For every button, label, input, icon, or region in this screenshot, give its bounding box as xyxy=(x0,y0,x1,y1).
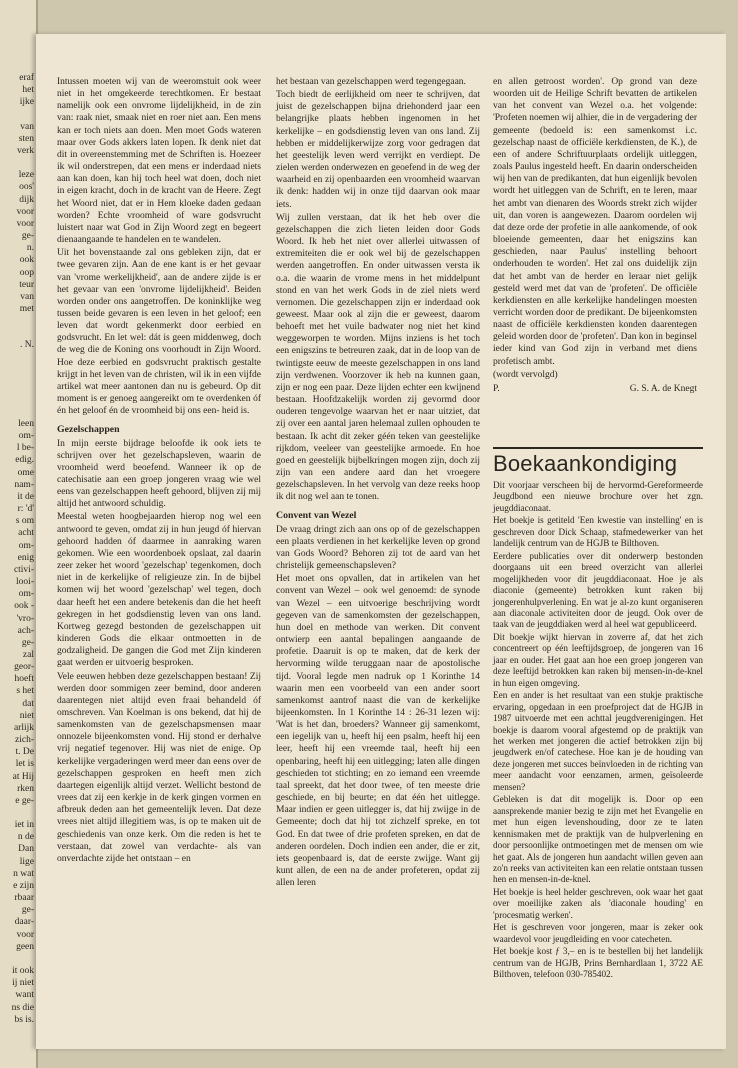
fragment-line: bs is. xyxy=(14,1014,34,1025)
fragment-line: iet in xyxy=(14,820,34,831)
fragment-line: voor xyxy=(16,218,34,229)
fragment-line: l be- xyxy=(16,443,34,454)
fragment-line: ns die xyxy=(11,1002,34,1013)
fragment-line: zich- xyxy=(15,735,34,746)
paragraph: Meestal weten hoogbejaarden hierop nog wel een antwoord te geven, omdat zij in hun jeugd óf hiervan gehoord hadden óf daarmee in aanraking waren gekomen. Wie een woordenboek opslaat, zal daarin zeer zeker het woord 'gezelschap' tegenkomen, doch niet in de kerkelijke of religieuze zin. In de bijbel komen wij het woord 'gezelschap' wel tegen, doch daar heeft het een andere betekenis dan die het heeft gekregen in het godsdienstig leven van ons land. Kortweg gezegd bestonden de gezelschappen uit kinderen Gods die elkaar ontmoetten in de godzaligheid. De gangen die God met Zijn kinderen gaat werden er uitvoerig besproken. xyxy=(57,512,261,669)
section-heading-gezelschappen: Gezelschappen xyxy=(57,424,120,436)
paragraph: Het boekje is getiteld 'Een kwestie van instelling' en is geschreven door Dick Schaap, stafmedewerker van het landelijk centrum van de HGJB te Bilthoven. xyxy=(493,515,703,549)
fragment-line: s om xyxy=(15,516,34,527)
fragment-line: it ook xyxy=(12,966,34,977)
fragment-line: nam- xyxy=(14,479,34,490)
fragment-line: om- xyxy=(18,431,34,442)
fragment-line: daar- xyxy=(14,917,34,928)
book-announcement xyxy=(493,447,703,981)
fragment-line xyxy=(0,315,36,327)
fragment-line: ge- xyxy=(21,231,34,242)
paragraph: Het boekje is heel helder geschreven, ook waar het gaat over moeilijke zaken als 'diaconale houding' en 'procesmatig werken'. xyxy=(493,886,703,920)
fragment-line: n wat xyxy=(13,868,34,879)
fragment-line: Dan xyxy=(18,844,34,855)
fragment-line: s het xyxy=(16,686,34,697)
paragraph: Toch biedt de eerlijkheid om neer te schrijven, dat juist de gezelschappen bijna driehonderd jaar een belangrijke plaats hebben ingenomen in het kerkelijke – en godsdienstig leven van ons land. Zij hebben er middelijkerwijze zorg voor gedragen dat het geestelijk leven werd verrijkt en verdiept. De zielen werden onderwezen en geoefend in de weg der waarheid en zij openbaarden een vroomheid waarvan ik denk: hadden wij in onze tijd daarvan ook maar iets. xyxy=(276,90,480,210)
paragraph: Intussen moeten wij van de weeromstuit ook weer niet in het omgekeerde terechtkomen. Er bestaat namelijk ook een onvrome lijdelijkheid, in de zin van: raak niet, smaak niet en roer niet aan. Een mens kan er toch niets aan doen. Men moet Gods wateren maar over Gods akkers laten lopen. Ik denk niet dat dit in overeenstemming met de Schriften is. Hoezeer ik wil onderstrepen, dat een mens er inderdaad niets aan kan doen, kan hij toch heel wat doen, doch niet in eigen kracht, doch in de kracht van de Heere. Zegt het Woord niet, dat er in Hem kloeke daden gedaan worden? Echte vroomheid of ware godsvrucht luistert naar wat God in Zijn Woord zegt en begeert dienaangaande te handelen en te wandelen. xyxy=(57,77,261,246)
fragment-line: ijke xyxy=(19,97,34,108)
fragment-line: n de xyxy=(17,832,34,843)
fragment-line: dat xyxy=(22,698,34,709)
fragment-line: ge- xyxy=(21,905,34,916)
fragment-line xyxy=(0,327,36,339)
fragment-line: ach- xyxy=(17,625,34,636)
paragraph: Een en ander is het resultaat van een stukje praktische ervaring, opgedaan in een proefproject dat de HGJB in 1987 uitvoerde met een achttal jeugdverenigingen. Het boekje is daarom vooral afgestemd op de praktijk van het werken met jongeren die actief betrokken zijn bij jeugdwerk en/of catechese. Hoe kan je de houding van deze jongeren met succes beïnvloeden in de richting van meer aandacht voor eenzamen, armen, geïsoleerde mensen? xyxy=(493,690,703,792)
fragment-line: rbaar xyxy=(14,893,34,904)
fragment-line: ook - xyxy=(14,601,34,612)
paragraph: Het boekje kost ƒ 3,– en is te bestellen bij het landelijk centrum van de HGJB, Prins Bernhardlaan 1, 3722 AE Bilthoven, telefoon 030-785402. xyxy=(493,946,703,980)
fragment-line: arlijk xyxy=(13,722,34,733)
fragment-line: ctivi- xyxy=(13,564,34,575)
fragment-line: . N. xyxy=(20,340,34,351)
fragment-line: het xyxy=(22,85,34,96)
fragment-line: want xyxy=(15,990,34,1001)
fragment-line: at Hij xyxy=(12,771,34,782)
fragment-line: leen xyxy=(18,419,34,429)
fragment-line: van xyxy=(20,291,34,302)
paragraph: Het moet ons opvallen, dat in artikelen van het convent van Wezel – ook wel genoemd: de synode van Wezel – een uitvoerige beschrijving wordt gegeven van de samenkomsten der gezelschappen, hun doel en methode van werken. Dit convent ontwierp een aantal bepalingen aangaande de profetie. Daaruit is op te maken, dat de kerk der hervorming wilde teruggaan naar de apostolische tijd. Vooral legde men nadruk op 1 Korinthe 14 waarin men een voorbeeld van een ander soort samenkomst aantrof naast die van de kerkelijke bijeenkomsten. In 1 Korinthe 14 : 26-31 lezen wij: 'Wat is het dan, broeders? Wanneer gij samenkomt, een iegelijk van u, heeft hij een psalm, heeft hij een leer, heeft hij een vreemde taal, heeft hij een openbaring, heeft hij een uitlegging; laten alle dingen geschieden tot stichting; en zo iemand een vreemde taal spreekt, dat het door twee, of ten meeste drie geschiede, en bij beurte; en dat één het uitlegge. Maar indien er geen uitlegger is, dat hij zwijge in de Gemeente; doch dat hij tot zichzelf spreke, en tot God. En dat twee of drie profeten spreken, en dat de anderen oordelen. Doch indien een ander, die er zit, iets geopenbaard is, dat de eerste zwijge. Want gij kunt allen, de een na de ander profeteren, opdat zij allen leren xyxy=(276,574,480,889)
fragment-line: hoeft xyxy=(14,674,34,685)
fragment-line: om- xyxy=(18,540,34,551)
fragment-line xyxy=(0,807,36,819)
paragraph: Vele eeuwen hebben deze gezelschappen bestaan! Zij werden door sommigen zeer bemind, door anderen daarentegen niet altijd even fraai behandeld óf omschreven. Van Koelman is ons bekend, dat hij de samenkomsten van de gezelschapsmensen maar onnozele bijeenkomsten vond. Hij stond er derhalve vrij negatief tegenover. Hij was niet de enige. Op kerkelijke vergaderingen werd meer dan eens over de gezelschappen gesproken en heeft men zich daartegen eigenlijk altijd verzet. Wellicht bestond de vrees dat zij een kerkje in de kerk gingen vormen en afbreuk deden aan het gemeentelijk leven. Dat deze vrees niet altijd illegitiem was, is op te maken uit de geschiedenis van onze kerk. Om die reden is het te verstaan, dat zowel van verdachte- als van onverdachte zijde het ontstaan – en xyxy=(57,671,261,864)
paragraph: Gebleken is dat dit mogelijk is. Door op een aansprekende manier bezig te zijn met het Evangelie en met hun eigen levenshouding, door ze te laten kennismaken met de praktijk van de hulpverlening en door persoonlijke ontmoetingen met de mensen om wie het gaat. Als de jongeren hun aandacht willen geven aan zo'n reeks van activiteiten kan een relatie ontstaan tussen hen en mensen-in-de-knel. xyxy=(493,794,703,885)
paragraph: Uit het bovenstaande zal ons gebleken zijn, dat er twee gevaren zijn. Aan de ene kant is er het gevaar van 'vrome werkelijkheid', aan de andere zijde is er het gevaar van een 'onvrome lijdelijkheid'. Beiden worden onder ons aangetroffen. De koninklijke weg tussen beide gevaren is een leven in het geloof; een leven dat wordt gekenmerkt door eerbied en godsvrucht. En let wel: dát is geen middenweg, doch de weg die de Koning ons voorhoudt in Zijn Woord. Hoe deze eerbied en godsvrucht praktisch gestalte krijgt in het leven van de christen, wil ik in een vijfde artikel wat meer aantonen dan nu is gebeurd. Op dit moment is er genoeg aangereikt om te overdenken óf én het geloof én de vroomheid bij ons een- heid is. xyxy=(57,248,261,417)
fragment-line: eraf xyxy=(19,73,34,83)
fragment-line: dijk xyxy=(19,194,34,205)
fragment-line: acht xyxy=(18,528,34,539)
fragment-line xyxy=(0,108,36,120)
fragment-line: e ge- xyxy=(15,795,34,806)
paragraph: Wij zullen verstaan, dat ik het heb over die gezelschappen die zich lieten leiden door Gods Woord. Ik heb het niet over allerlei uitwassen of extremiteiten die er ook wel bij de gezelschappen werden aangetroffen. En onder uitwassen versta ik o.a. die waarin de vrome mens in het middelpunt stond en van het werk Gods in de ziel niets werd vernomen. Die gezelschappen zijn er inderdaad ook geweest. Maar ook al zijn die er geweest, daarom behoeft met het vuile badwater nog niet het kind weggeworpen te worden. Mijns inziens is het toch een enigszins te betreuren zaak, dat in de loop van de twintigste eeuw de meeste gezelschappen in ons land zijn verdwenen. Voorzover ik heb na kunnen gaan, zijn er nog een paar. Deze lijden echter een kwijnend bestaan. Hoofdzakelijk worden zij gevormd door ouderen tengevolge waarvan het er naar uitziet, dat zij over een aantal jaren helemaal zullen ophouden te bestaan. Ik acht dit zeker géén teken van geestelijke rijkdom, veeleer van geestelijke armoede. En hoe goed en geestelijk bijbelkringen mogen zijn, doch zij zijn van een andere aard dan het vroegere gezelschapsleven. In het vervolg van deze reeks hoop ik dit nog wel aan te tonen. xyxy=(276,212,480,503)
book-announcement-title: Boekaankondiging xyxy=(493,451,678,476)
fragment-top-lines xyxy=(0,72,36,352)
fragment-line: edig. xyxy=(15,455,34,466)
fragment-line: looi- xyxy=(16,577,34,588)
paragraph: Dit voorjaar verscheen bij de hervormd-Gereformeerde Jeugdbond een nieuwe brochure over het zgn. jeugddiaconaat. xyxy=(493,480,703,513)
fragment-line: teur xyxy=(19,279,34,290)
paragraph: Eerdere publicaties over dit onderwerp bestonden doorgaans uit een breed overzicht van allerlei mogelijkheden voor dit jeugddiaconaat. Hoe je als diaconie (gemeente) betrokken kunt raken bij jongerenhulpverlening. En wat je al-zo kunt organiseren aan diaconale activiteiten door de jeugd. Ook over de taak van de jeugddiaken werd al heel wat gepubliceerd. xyxy=(493,550,703,630)
to-be-continued: (wordt vervolgd) xyxy=(493,369,558,380)
signature-line xyxy=(493,383,697,395)
fragment-line: ge- xyxy=(21,637,34,648)
fragment-line: leze xyxy=(18,170,34,181)
fragment-line: it de xyxy=(17,491,34,502)
fragment-line: van xyxy=(20,121,34,132)
column-3 xyxy=(493,76,697,395)
fragment-line: ome xyxy=(17,467,34,478)
fragment-line: om- xyxy=(18,589,34,600)
fragment-line: let is xyxy=(15,759,34,770)
paragraph: en allen getroost worden'. Op grond van deze woorden uit de Heilige Schrift bevatten de artikelen van het convent van Wezel o.a. het volgende: 'Profeten noemen wij alhier, die in de vergadering der gemeente (bedoeld is: een samenkomst i.c. gezelschap naast de officiële kerkdiensten, de K.), de een of andere Schriftuurplaats ordelijk uitleggen, zoals Paulus ingesteld heeft. En daarin onderscheiden wij hen van de predikanten, dat hun eigenlijk bevolen wordt het uitleggen van de Schrift, en te leren, maar het ambt van dienaren des Woords strekt zich wijder uit, dan voren is aangewezen. Daarom oordelen wij dat deze orde der profetie in alle aankomende, of ook bloeiende gemeenten, daar het enigszins kan geschieden, naar Paulus' instelling behoort onderhouden te worden'. Het zal ons duidelijk zijn dat het ambt van de herder en leraar niet gelijk gesteld werd met dat van de 'profeten'. De officiële kerkdiensten en alle kerkelijke handelingen moesten verricht worden door de predikant. De bijeenkomsten naast de officiële kerkdiensten konden daarentegen geleid worden door de 'profeten'. Dan kon in beginsel ieder kind van God zijn in verband met diens profetisch ambt. xyxy=(493,77,698,367)
paragraph: Dit boekje wijkt hiervan in zoverre af, dat het zich concentreert op één leeftijdsgroep, de jongeren van 16 jaar en ouder. Het gaat aan hoe een groep jongeren van deze leeftijd betrokken kan raken bij mensen-in-de-knel in hun eigen omgeving. xyxy=(493,631,703,688)
previous-page-fragment xyxy=(0,0,38,1068)
fragment-line: 'vro- xyxy=(16,613,34,624)
paragraph: In mijn eerste bijdrage beloofde ik ook iets te schrijven over het gezelschapsleven, waarin de vroomheid werd beoefend. Wanneer ik op de catechisatie aan een groep jongeren vraag wie wel eens van gezelschappen heeft gehoord, blijven zij mij altijd het antwoord schuldig. xyxy=(57,438,261,510)
fragment-line: r: 'd' xyxy=(17,504,34,515)
author-name: G. S. A. de Knegt xyxy=(629,383,697,394)
fragment-line: geen xyxy=(16,941,34,952)
paragraph: het bestaan van gezelschappen werd tegengegaan. xyxy=(276,77,466,87)
column-1 xyxy=(57,76,261,866)
fragment-line: ij niet xyxy=(12,978,34,989)
fragment-line: t. De xyxy=(15,747,34,758)
fragment-line: ook xyxy=(19,255,34,266)
column-2 xyxy=(276,76,480,890)
fragment-line: oos' xyxy=(19,182,34,193)
fragment-line: n. xyxy=(26,243,34,254)
fragment-line: geor- xyxy=(14,662,34,673)
fragment-line: verk xyxy=(17,145,34,156)
section-heading-convent: Convent van Wezel xyxy=(276,510,357,522)
fragment-line xyxy=(0,157,36,169)
fragment-line: voor xyxy=(16,929,34,940)
fragment-line: met xyxy=(19,303,34,314)
fragment-line: oop xyxy=(19,267,34,278)
fragment-line: voor xyxy=(16,206,34,217)
signature-initial: P. xyxy=(493,383,500,394)
fragment-line: e zijn xyxy=(13,880,34,891)
fragment-line xyxy=(0,953,36,965)
paragraph: Het is geschreven voor jongeren, maar is zeker ook waardevol voor jeugdleiding en voor catecheten. xyxy=(493,922,703,944)
fragment-line: enig xyxy=(17,552,34,563)
fragment-line: rken xyxy=(17,783,34,794)
fragment-bottom-lines xyxy=(0,418,36,1026)
fragment-line: sten xyxy=(18,133,34,144)
fragment-line: zal xyxy=(22,649,34,660)
fragment-line: niet xyxy=(19,710,34,721)
paragraph: De vraag dringt zich aan ons op of de gezelschappen een plaats verdienen in het kerkelijke leven op grond van Gods Woord? Behoren zij tot de aard van het christelijk gemeenschapsleven? xyxy=(276,524,480,572)
fragment-line: lige xyxy=(19,856,34,867)
